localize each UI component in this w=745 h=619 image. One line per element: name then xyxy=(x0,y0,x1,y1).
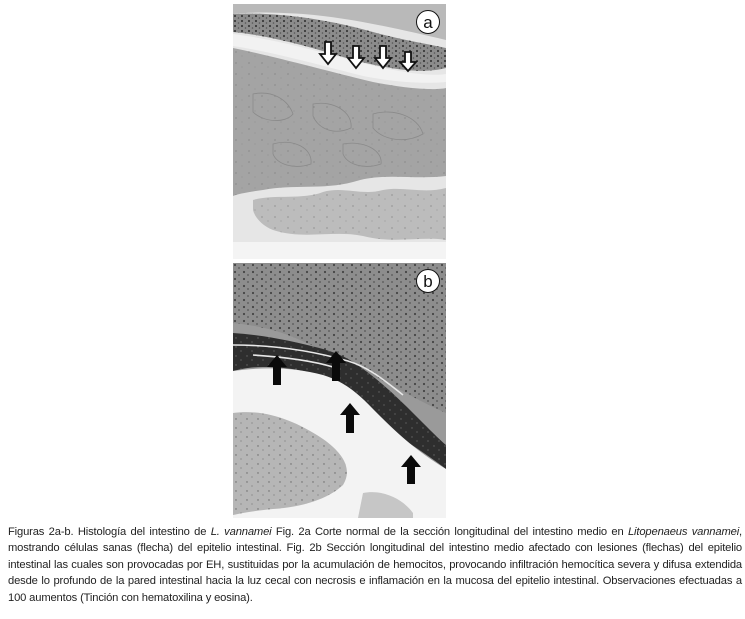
caption-part-2: Fig. 2a Corte normal de la sección longitudinal del intestino medio en xyxy=(271,526,628,538)
panel-b-label: b xyxy=(416,269,440,293)
micrograph-b xyxy=(233,263,446,518)
figure-caption xyxy=(8,524,742,606)
micrograph-a xyxy=(233,4,446,259)
panel-a-label: a xyxy=(416,10,440,34)
caption-part-1: Figuras 2a-b. Histología del intestino de xyxy=(8,526,211,538)
micrograph-b-image xyxy=(233,263,446,518)
caption-species-full: Litopenaeus vannamei xyxy=(627,526,740,538)
caption-species-short: L. vannamei xyxy=(210,526,272,538)
micrograph-a-image xyxy=(233,4,446,259)
caption-part-3: , mostrando células sanas (flecha) del epitelio intestinal. Fig. 2b Sección longitudinal del intestino medio afectado con lesiones (flechas) del epitelio intestinal las cuales son provocadas por EH, sustituidas por la acumulación de hemocitos, provocando infiltración hemocítica severa y difusa extendida desde lo profundo de la pared intestinal hacia la luz cecal con necrosis e inflamación en la mucosa del epitelio intestinal. Observaciones efectuadas a 100 aumentos (Tinción con hematoxilina y eosina). xyxy=(8,526,742,604)
